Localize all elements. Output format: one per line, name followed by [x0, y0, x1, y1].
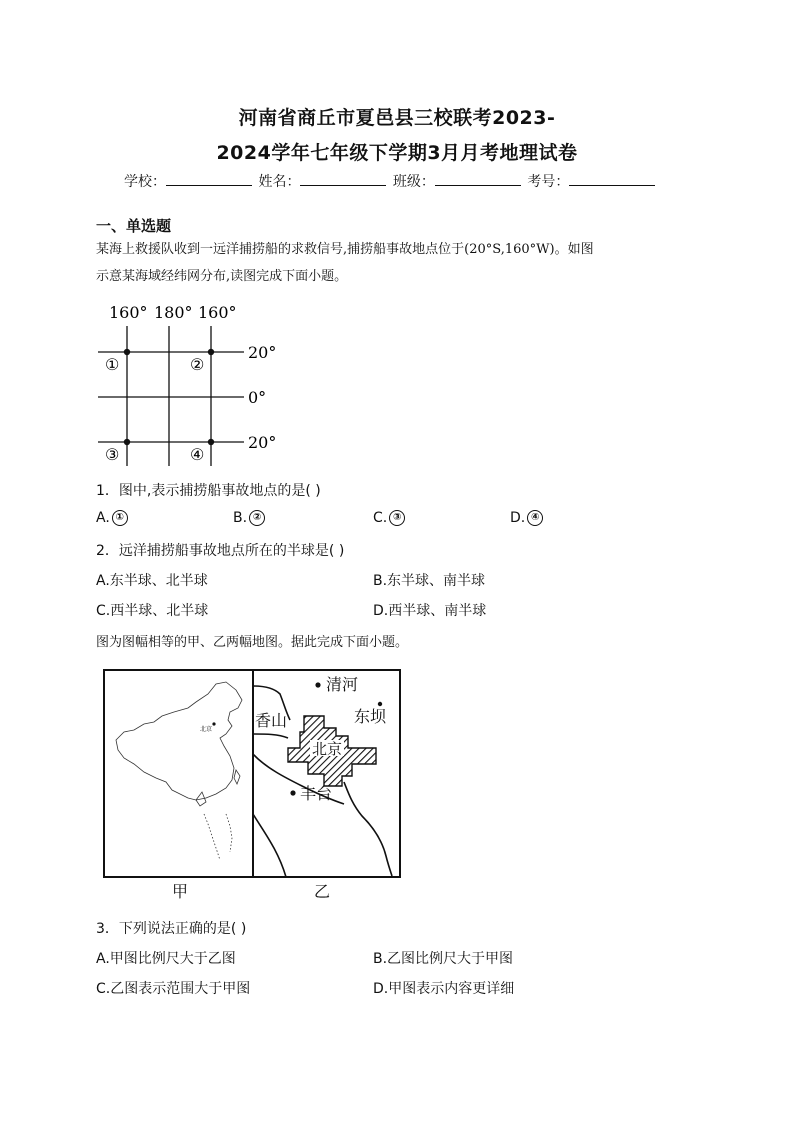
- student-info-row: [124, 171, 657, 191]
- place-dongba: 东坝: [354, 707, 387, 726]
- grid-lines: [98, 326, 244, 466]
- china-beijing-label: 北京: [200, 726, 213, 733]
- passage-1-line2: 示意某海域经纬网分布,读图完成下面小题。: [96, 269, 348, 284]
- point-3-label: ③: [105, 445, 120, 464]
- dongba-dot: [378, 702, 382, 706]
- q3-option-d[interactable]: D.甲图表示内容更详细: [373, 981, 515, 997]
- q3-option-b[interactable]: B.乙图比例尺大于甲图: [373, 951, 514, 967]
- right-label-0: 0°: [248, 388, 267, 407]
- maps-figure: [96, 664, 408, 904]
- q1-option-d-mark: ④: [527, 510, 543, 526]
- point-2-label: ②: [190, 355, 205, 374]
- point-2-dot: [208, 349, 214, 355]
- exam-title-line1: 河南省商丘市夏邑县三校联考2023-: [238, 107, 556, 129]
- exam-number-label: 考号：: [527, 174, 570, 190]
- q2-option-a[interactable]: A.东半球、北半球: [96, 573, 208, 589]
- q2-option-b[interactable]: B.东半球、南半球: [373, 573, 486, 589]
- point-1-dot: [124, 349, 130, 355]
- class-blank[interactable]: [435, 173, 521, 186]
- place-xiangshan: 香山: [255, 711, 288, 730]
- point-4-label: ④: [190, 445, 205, 464]
- q2-option-d[interactable]: D.西半球、南半球: [373, 603, 487, 619]
- china-map: [116, 682, 242, 860]
- question-2-stem: 2．远洋捕捞船事故地点所在的半球是( ): [96, 543, 345, 559]
- q1-option-a-letter: A.: [96, 510, 110, 526]
- point-3-dot: [124, 439, 130, 445]
- question-3-stem: 3．下列说法正确的是( ): [96, 921, 247, 937]
- south-sea-islands: [204, 814, 232, 860]
- q2-option-c[interactable]: C.西半球、北半球: [96, 603, 209, 619]
- place-qinghe: 清河: [326, 675, 359, 694]
- top-label-160-left: 160°: [109, 303, 148, 322]
- right-label-20-bottom: 20°: [248, 433, 277, 452]
- school-label: 学校：: [124, 174, 166, 190]
- place-beijing: 北京: [312, 740, 343, 758]
- q1-option-d[interactable]: [510, 510, 543, 526]
- road-2: [253, 734, 288, 738]
- right-label-20-top: 20°: [248, 343, 277, 362]
- exam-number-blank[interactable]: [569, 173, 655, 186]
- q3-option-c[interactable]: C.乙图表示范围大于甲图: [96, 981, 251, 997]
- caption-jia: 甲: [172, 882, 189, 901]
- question-1-stem: 1．图中,表示捕捞船事故地点的是( ): [96, 483, 321, 499]
- class-label: 班级：: [392, 174, 435, 190]
- q1-option-c[interactable]: [373, 510, 405, 526]
- name-blank[interactable]: [300, 173, 386, 186]
- school-blank[interactable]: [166, 173, 252, 186]
- q1-option-a[interactable]: [96, 510, 128, 526]
- section-heading: 一、单选题: [96, 217, 172, 235]
- top-label-160-right: 160°: [198, 303, 237, 322]
- passage-2: 图为图幅相等的甲、乙两幅地图。据此完成下面小题。: [96, 635, 409, 650]
- qinghe-dot: [315, 682, 320, 687]
- passage-1-line1: 某海上救援队收到一远洋捕捞船的求救信号,捕捞船事故地点位于(20°S,160°W)。如图: [96, 242, 594, 257]
- taiwan-island: [234, 770, 240, 784]
- fengtai-dot: [290, 790, 295, 795]
- caption-yi: 乙: [314, 882, 331, 901]
- q1-option-b-letter: B.: [233, 510, 248, 526]
- q1-option-c-letter: C.: [373, 510, 388, 526]
- beijing-dot: [212, 722, 215, 725]
- q1-option-b-mark: ②: [249, 510, 265, 526]
- exam-title-line2: 2024学年七年级下学期3月月考地理试卷: [216, 142, 578, 164]
- q1-option-d-letter: D.: [510, 510, 526, 526]
- place-fengtai: 丰台: [300, 784, 333, 803]
- q1-option-a-mark: ①: [112, 510, 128, 526]
- road-5: [253, 814, 286, 877]
- point-4-dot: [208, 439, 214, 445]
- q1-option-b[interactable]: [233, 510, 265, 526]
- point-1-label: ①: [105, 355, 120, 374]
- lat-long-grid-figure: [94, 296, 284, 468]
- name-label: 姓名：: [258, 174, 301, 190]
- top-label-180: 180°: [154, 303, 193, 322]
- road-4: [344, 782, 392, 876]
- q3-option-a[interactable]: A.甲图比例尺大于乙图: [96, 951, 236, 967]
- q1-option-c-mark: ③: [389, 510, 405, 526]
- china-outline: [116, 682, 242, 800]
- passage-1: [96, 236, 706, 290]
